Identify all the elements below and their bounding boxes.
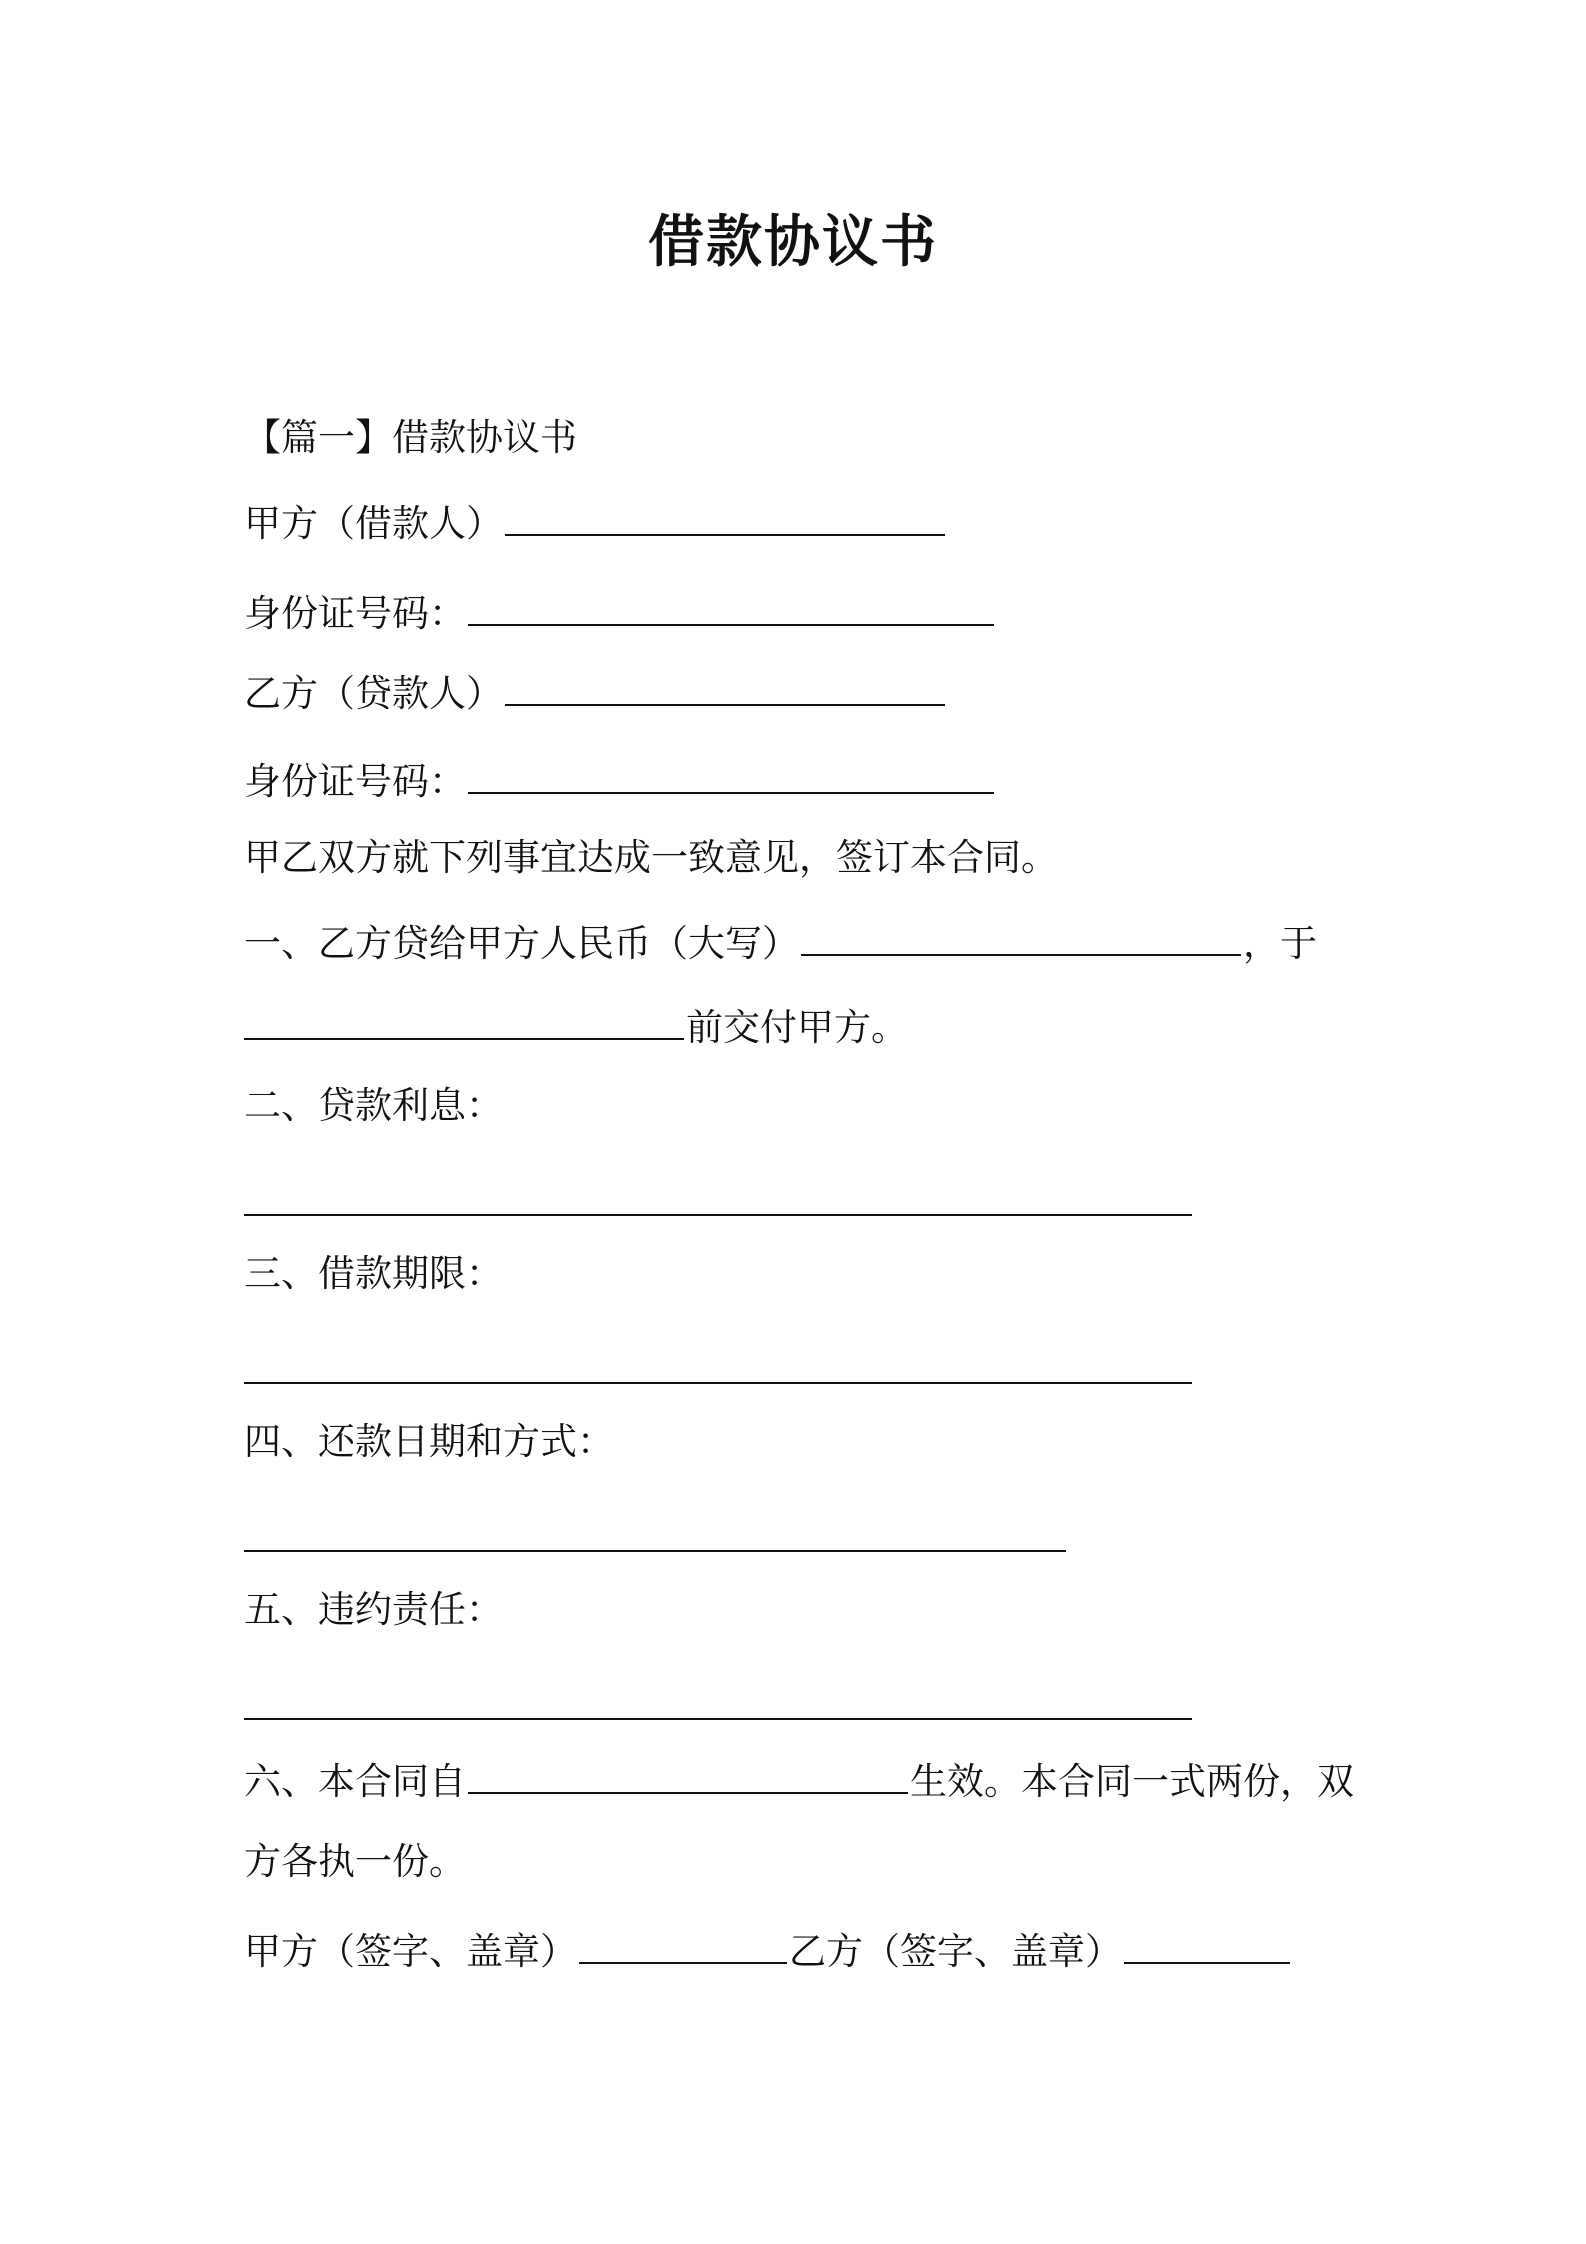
party-b-label: 乙方（贷款人） xyxy=(244,672,503,715)
id-number-b-line xyxy=(244,752,996,808)
party-a-label: 甲方（借款人） xyxy=(244,502,503,545)
clause3-blank[interactable] xyxy=(244,1382,1192,1384)
clause1-line xyxy=(244,914,1317,970)
sign-a-blank[interactable] xyxy=(579,1922,787,1964)
id-number-a-line xyxy=(244,584,996,640)
id-number-a-blank[interactable] xyxy=(468,584,994,626)
clause4-blank[interactable] xyxy=(244,1550,1066,1552)
clause6-line xyxy=(244,1752,1354,1808)
intro-text: 甲乙双方就下列事宜达成一致意见，签订本合同。 xyxy=(244,836,1058,879)
clause1-amount-blank[interactable] xyxy=(801,914,1241,956)
section-heading: 【篇一】借款协议书 xyxy=(244,416,577,459)
clause2-blank[interactable] xyxy=(244,1214,1192,1216)
clause1-prefix: 一、乙方贷给甲方人民币（大写） xyxy=(244,922,799,965)
clause1-mid: ，于 xyxy=(1243,922,1317,965)
id-number-a-label: 身份证号码： xyxy=(244,592,466,635)
party-b-line xyxy=(244,664,947,720)
signature-line xyxy=(244,1922,1292,1978)
party-b-blank[interactable] xyxy=(505,664,945,706)
clause2-label: 二、贷款利息： xyxy=(244,1084,503,1127)
clause1-cont-line xyxy=(244,998,908,1054)
party-a-blank[interactable] xyxy=(505,494,945,536)
sign-b-label: 乙方（签字、盖章） xyxy=(789,1930,1122,1973)
document-title: 借款协议书 xyxy=(648,210,938,275)
sign-a-label: 甲方（签字、盖章） xyxy=(244,1930,577,1973)
clause5-blank[interactable] xyxy=(244,1718,1192,1720)
sign-b-blank[interactable] xyxy=(1124,1922,1290,1964)
party-a-line xyxy=(244,494,947,550)
clause1-suffix: 前交付甲方。 xyxy=(686,1006,908,1049)
clause6-cont: 方各执一份。 xyxy=(244,1840,466,1883)
clause4-label: 四、还款日期和方式： xyxy=(244,1420,614,1463)
clause6-suffix: 生效。本合同一式两份，双 xyxy=(910,1760,1354,1803)
id-number-b-blank[interactable] xyxy=(468,752,994,794)
clause3-label: 三、借款期限： xyxy=(244,1252,503,1295)
clause1-date-blank[interactable] xyxy=(244,998,684,1040)
clause6-date-blank[interactable] xyxy=(468,1752,908,1794)
id-number-b-label: 身份证号码： xyxy=(244,760,466,803)
clause6-prefix: 六、本合同自 xyxy=(244,1760,466,1803)
clause5-label: 五、违约责任： xyxy=(244,1588,503,1631)
